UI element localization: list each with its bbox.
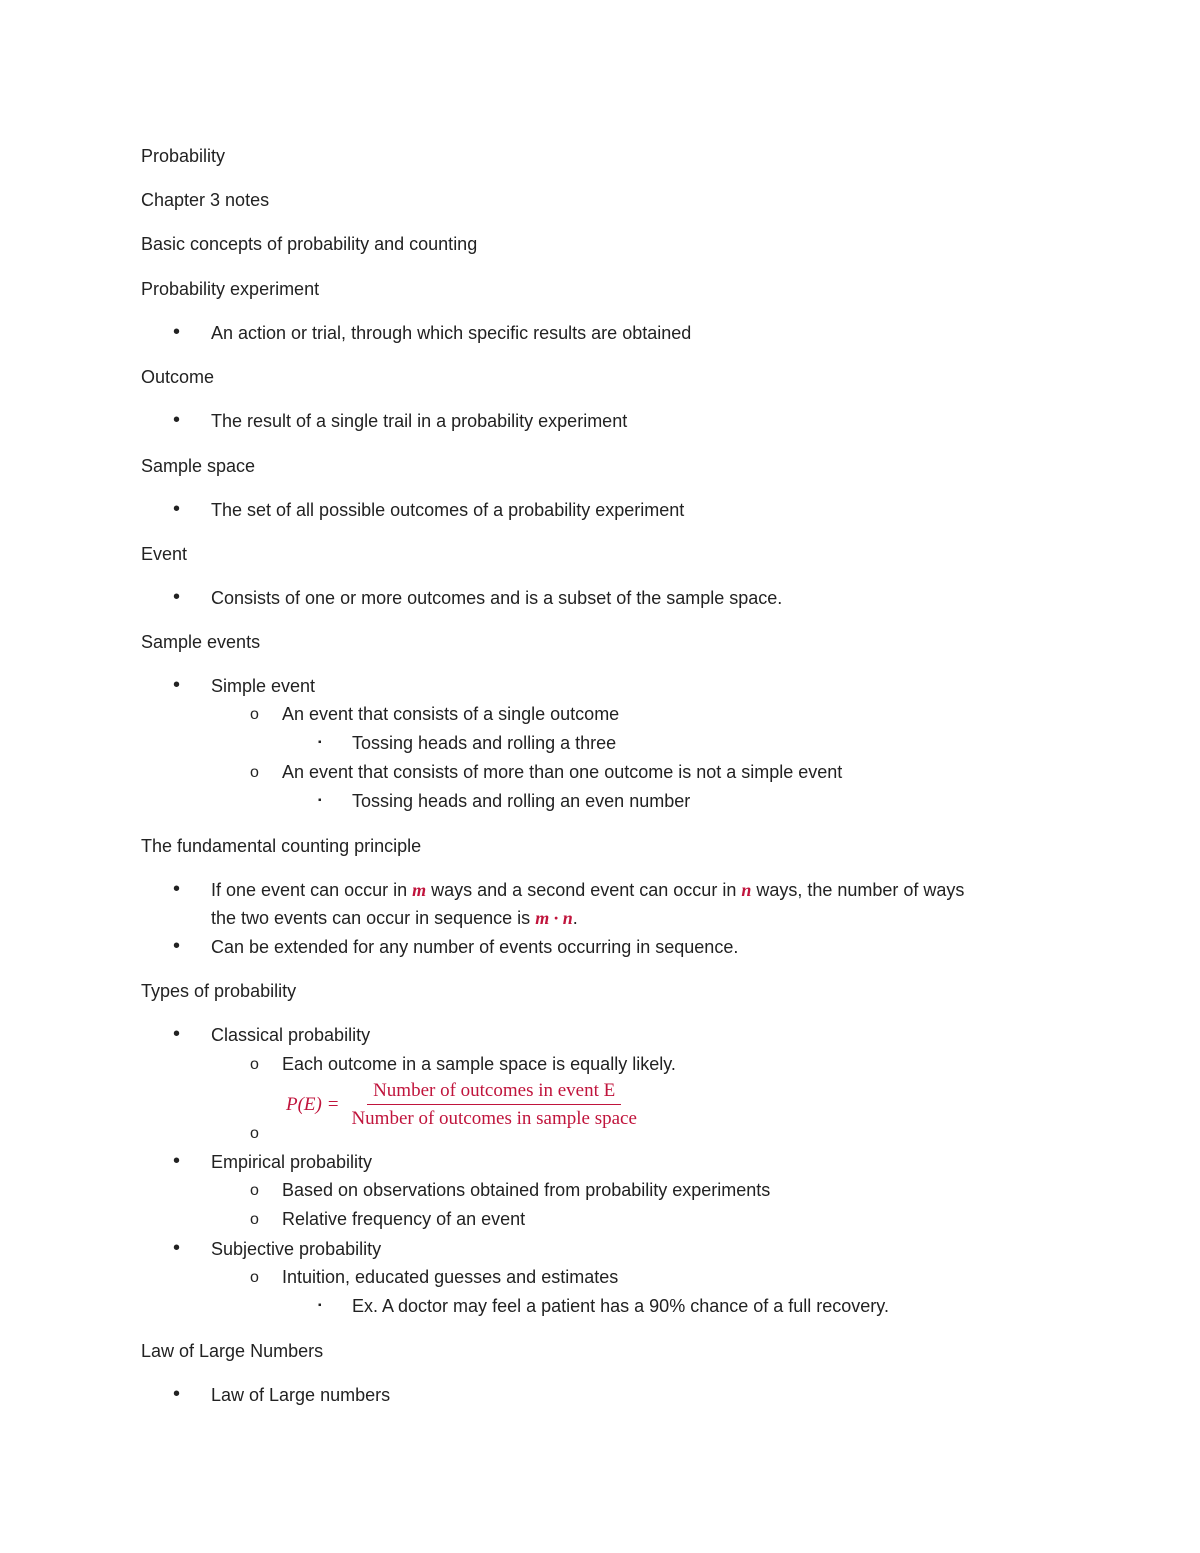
example-heads-even: Tossing heads and rolling an even number xyxy=(352,791,691,811)
heading-outcome: Outcome xyxy=(141,367,215,387)
formula-numerator: Number of outcomes in event E xyxy=(367,1080,621,1105)
def-outcome: The result of a single trail in a probability experiment xyxy=(211,411,628,431)
fcp-line-2 xyxy=(211,906,578,930)
var-n: n xyxy=(741,880,752,900)
heading-sample-space: Sample space xyxy=(141,456,256,476)
fcp-extension: Can be extended for any number of events occurring in sequence. xyxy=(211,937,739,957)
text-segment: If one event can occur in xyxy=(211,880,413,900)
subitem-observations: Based on observations obtained from probability experiments xyxy=(282,1180,771,1200)
bullet-disc: • xyxy=(173,935,181,957)
bullet-circle: o xyxy=(250,1125,259,1142)
heading-probability-experiment: Probability experiment xyxy=(141,279,320,299)
bullet-disc: • xyxy=(173,1237,181,1259)
text-segment: . xyxy=(572,908,578,928)
bullet-disc: • xyxy=(173,1150,181,1172)
text-segment: ways and a second event can occur in xyxy=(426,880,742,900)
text-segment: the two events can occur in sequence is xyxy=(211,908,536,928)
text-segment: ways, the number of ways xyxy=(751,880,965,900)
bullet-disc: • xyxy=(173,674,181,696)
bullet-circle: o xyxy=(250,1182,259,1199)
heading-law-of-large-numbers: Law of Large Numbers xyxy=(141,1341,324,1361)
bullet-circle: o xyxy=(250,1269,259,1286)
def-event: Consists of one or more outcomes and is a subset of the sample space. xyxy=(211,588,783,608)
classical-probability-formula xyxy=(286,1080,643,1130)
bullet-circle: o xyxy=(250,764,259,781)
bullet-disc: • xyxy=(173,878,181,900)
var-m: m xyxy=(412,880,427,900)
product-m-n: m · n xyxy=(535,908,573,928)
page-title: Probability xyxy=(141,146,226,166)
formula-denominator: Number of outcomes in sample space xyxy=(351,1108,637,1129)
heading-types-of-probability: Types of probability xyxy=(141,981,297,1001)
section-heading-basic-concepts: Basic concepts of probability and counting xyxy=(141,234,478,254)
bullet-disc: • xyxy=(173,1383,181,1405)
subitem-not-simple: An event that consists of more than one outcome is not a simple event xyxy=(282,762,843,782)
example-doctor: Ex. A doctor may feel a patient has a 90% chance of a full recovery. xyxy=(352,1296,889,1316)
bullet-disc: • xyxy=(173,409,181,431)
chapter-subtitle: Chapter 3 notes xyxy=(141,190,270,210)
subitem-relative-frequency: Relative frequency of an event xyxy=(282,1209,526,1229)
heading-sample-events: Sample events xyxy=(141,632,261,652)
bullet-square: ▪ xyxy=(318,1300,322,1311)
item-law-of-large-numbers: Law of Large numbers xyxy=(211,1385,391,1405)
subitem-intuition: Intuition, educated guesses and estimates xyxy=(282,1267,619,1287)
bullet-circle: o xyxy=(250,1211,259,1228)
item-simple-event: Simple event xyxy=(211,676,316,696)
heading-event: Event xyxy=(141,544,188,564)
item-empirical: Empirical probability xyxy=(211,1152,373,1172)
def-sample-space: The set of all possible outcomes of a probability experiment xyxy=(211,500,685,520)
bullet-disc: • xyxy=(173,321,181,343)
bullet-circle: o xyxy=(250,1056,259,1073)
bullet-disc: • xyxy=(173,586,181,608)
formula-lhs: P(E) = xyxy=(286,1094,340,1115)
subitem-single-outcome: An event that consists of a single outcome xyxy=(282,704,620,724)
formula-fraction xyxy=(345,1080,642,1130)
bullet-circle: o xyxy=(250,706,259,723)
fcp-line-1 xyxy=(211,878,964,902)
heading-counting-principle: The fundamental counting principle xyxy=(141,836,422,856)
bullet-disc: • xyxy=(173,1023,181,1045)
item-classical: Classical probability xyxy=(211,1025,371,1045)
example-heads-three: Tossing heads and rolling a three xyxy=(352,733,617,753)
def-probability-experiment: An action or trial, through which specific results are obtained xyxy=(211,323,692,343)
subitem-equally-likely: Each outcome in a sample space is equally likely. xyxy=(282,1054,676,1074)
bullet-square: ▪ xyxy=(318,737,322,748)
bullet-disc: • xyxy=(173,498,181,520)
item-subjective: Subjective probability xyxy=(211,1239,382,1259)
bullet-square: ▪ xyxy=(318,795,322,806)
